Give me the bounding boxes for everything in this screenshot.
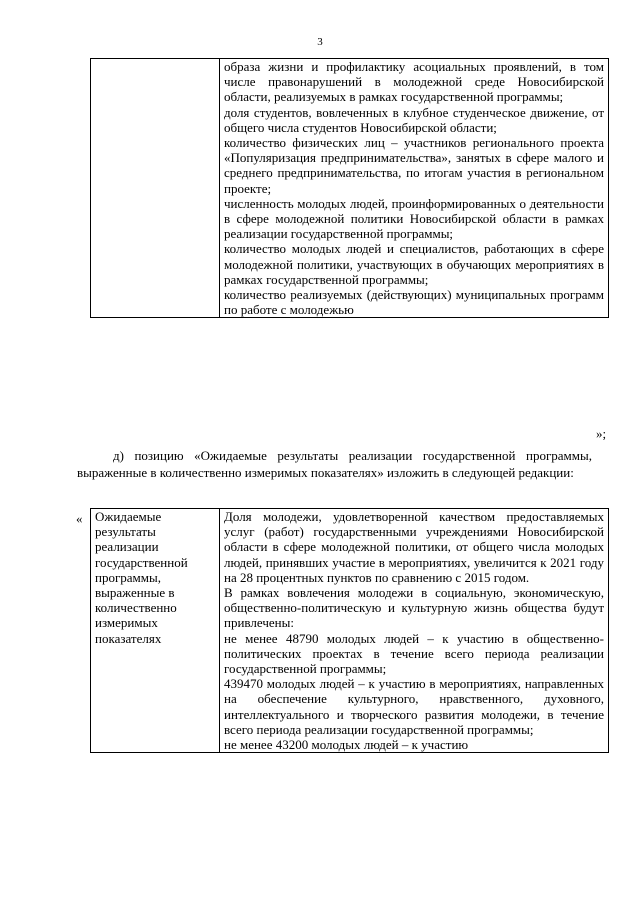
table-row (91, 59, 609, 318)
indicator-paragraph: доля студентов, вовлеченных в клубное студенческое движение, от общего числа студентов Новосибирской области; (224, 104, 604, 135)
result-paragraph: не менее 43200 молодых людей – к участию (224, 737, 469, 753)
expected-results-table (90, 508, 609, 753)
table-row (91, 509, 609, 753)
amendment-intro-text (77, 448, 592, 481)
intro-text: д) позицию «Ожидаемые результаты реализации государственной программы, выраженные в количественно измеримых показателях» изложить в следующей редакции: (77, 448, 592, 480)
result-paragraph: В рамках вовлечения молодежи в социальную, экономическую, общественно-политическую и культурную жизнь общества будут привлечены: (224, 585, 604, 631)
opening-quote: « (76, 511, 83, 526)
result-paragraph: 439470 молодых людей – к участию в мероприятиях, направленных на обеспечение культурного, нравственного, духовного, интеллектуального и творческого развития молодежи, в течение всего периода реализации государственной программы; (224, 676, 604, 737)
indicator-paragraph: численность молодых людей, проинформированных о деятельности в сфере молодежной политики Новосибирской области в рамках реализации государственной программы; (224, 195, 604, 242)
expected-results-content-cell (220, 509, 609, 753)
indicator-paragraph: образа жизни и профилактику асоциальных проявлений, в том числе правонарушений в молодежной среде Новосибирской области, реализуемых в рамках государственной программы; (224, 59, 604, 105)
indicator-paragraph: количество молодых людей и специалистов, работающих в сфере молодежной политики, участвующих в обучающих мероприятиях в рамках государственной программы; (224, 241, 604, 287)
table-left-cell (91, 59, 220, 318)
page-number: 3 (317, 36, 323, 48)
indicators-table-continuation (90, 58, 609, 318)
indicator-paragraph: количество физических лиц – участников регионального проекта «Популяризация предпринимательства», занятых в сфере малого и среднего предпринимательства, по итогам участия в региональном проекте; (224, 135, 604, 196)
result-paragraph: не менее 48790 молодых людей – к участию в общественно-политических проектах в течение всего периода реализации государственной программы; (224, 630, 604, 677)
closing-quote: »; (596, 426, 607, 441)
expected-results-label-cell: Ожидаемые результаты реализации государственной программы, выраженные в количественно измеримых показателях (91, 509, 220, 753)
table-right-cell (220, 59, 609, 318)
indicator-paragraph: количество реализуемых (действующих) муниципальных программ по работе с молодежью (224, 287, 604, 318)
result-paragraph: Доля молодежи, удовлетворенной качеством предоставляемых услуг (работ) государственными учреждениями Новосибирской области в сфере молодежной политики, от общего числа молодых людей, принявших участие в мероприятиях, увеличится к 2021 году на 28 процентных пунктов по сравнению с 2015 годом. (224, 509, 604, 585)
